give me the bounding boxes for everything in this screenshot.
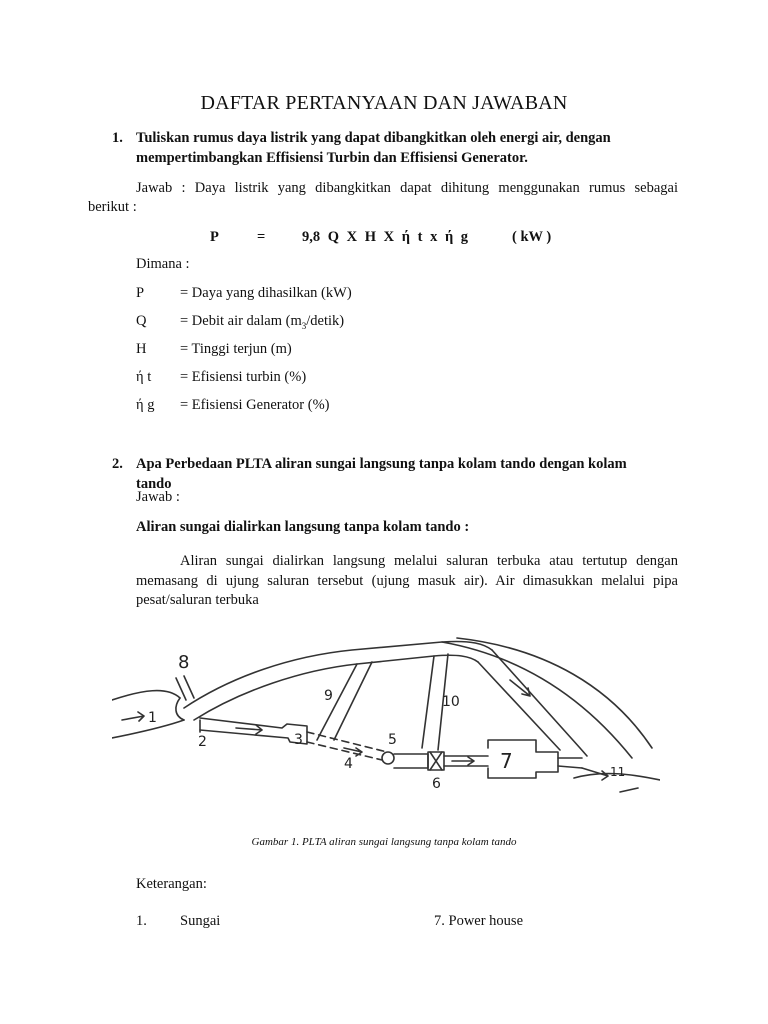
def-text-q (180, 313, 344, 331)
def-symbol-eta-t: ή t (136, 369, 152, 385)
def-text-q-tail: /detik) (306, 313, 345, 329)
def-text-q-main: = Debit air dalam (m (180, 313, 302, 329)
formula-p: P (210, 229, 219, 245)
def-symbol-eta-g: ή g (136, 397, 155, 413)
lower-river-stroke (620, 788, 638, 792)
powerhouse-outline (488, 740, 558, 778)
def-text-h: = Tinggi terjun (m) (180, 341, 292, 357)
figure-label-9: 9 (324, 688, 333, 704)
far-right-river-bank-outer (457, 638, 652, 748)
figure-label-4: 4 (344, 756, 353, 772)
answer-2-label: Jawab : (136, 489, 180, 505)
keterangan-row-1-right: 7. Power house (434, 913, 524, 929)
answer-2-paragraph-line-2: memasang di ujung saluran tersebut (ujung masuk air). Air dimasukkan melalui pipa (136, 573, 678, 589)
answer-2-paragraph-line-1: Aliran sungai dialirkan langsung melalui saluran terbuka atau tertutup dengan (180, 553, 678, 569)
headrace-channel (200, 718, 307, 744)
figure-label-5: 5 (388, 732, 397, 748)
question-1-line-2: mempertimbangkan Effisiensi Turbin dan Effisiensi Generator. (136, 150, 528, 166)
question-1-number: 1. (112, 130, 123, 146)
def-symbol-p: P (136, 285, 145, 301)
road-10-line-1 (422, 656, 434, 748)
figure-label-11: 11 (610, 765, 626, 779)
tailrace-outlet (558, 758, 582, 768)
dimana-label: Dimana : (136, 256, 190, 272)
figure-label-2: 2 (198, 734, 207, 750)
upper-road-line-2 (194, 655, 478, 720)
road-9-line-2 (334, 662, 372, 740)
flow-arrow-left (122, 712, 144, 721)
figure-caption: Gambar 1. PLTA aliran sungai langsung tanpa kolam tando (251, 836, 517, 848)
plta-schematic-drawing (112, 628, 660, 810)
def-symbol-q: Q (136, 313, 147, 329)
formula-unit: ( kW ) (512, 229, 552, 245)
formula-equals: = (257, 229, 266, 245)
flow-arrow-channel (236, 725, 262, 734)
answer-1-line-2: berikut : (88, 199, 137, 215)
figure-label-1: 1 (148, 710, 157, 726)
def-symbol-h: H (136, 341, 147, 357)
tailrace-lower-channel (394, 754, 428, 768)
question-2-line-1: Apa Perbedaan PLTA aliran sungai langsung tanpa kolam tando dengan kolam (136, 456, 627, 472)
answer-1-line-1: Jawab : Daya listrik yang dibangkitkan dapat dihitung menggunakan rumus sebagai (136, 180, 678, 196)
valve-6-cross (430, 752, 442, 770)
formula-expression: 9,8 Q X H X ή t x ή g (302, 229, 469, 245)
def-text-q-sub: 3 (301, 320, 307, 331)
figure-label-7: 7 (500, 749, 513, 773)
river-bank-upper-left (112, 691, 180, 700)
answer-2-paragraph-line-3: pesat/saluran terbuka (136, 592, 259, 608)
keterangan-row-1-left: Sungai (180, 913, 221, 929)
plta-schematic-figure (112, 628, 660, 810)
answer-2-subheading: Aliran sungai dialirkan langsung tanpa kolam tando : (136, 519, 470, 535)
figure-label-3: 3 (294, 732, 303, 748)
right-road-line-2 (478, 662, 560, 750)
intake-weir (176, 698, 184, 720)
def-text-eta-g: = Efisiensi Generator (%) (180, 397, 330, 413)
def-text-eta-t: = Efisiensi turbin (%) (180, 369, 307, 385)
flow-arrow-pipe (452, 757, 474, 765)
question-1-text (136, 128, 696, 168)
question-1-line-1: Tuliskan rumus daya listrik yang dapat dibangkitkan oleh energi air, dengan (136, 130, 611, 146)
road-9-line-1 (317, 664, 357, 740)
def-text-p: = Daya yang dihasilkan (kW) (180, 285, 352, 301)
keterangan-row-1-number: 1. (136, 913, 147, 929)
keterangan-heading: Keterangan: (136, 876, 207, 892)
page-title: DAFTAR PERTANYAAN DAN JAWABAN (200, 92, 568, 114)
figure-label-8: 8 (178, 652, 190, 673)
question-2-number: 2. (112, 456, 123, 472)
figure-label-6: 6 (432, 776, 441, 792)
question-2-line-2: tando (136, 476, 172, 492)
figure-label-10: 10 (442, 694, 460, 710)
surge-tank-circle (382, 752, 394, 764)
question-2-text (136, 454, 696, 494)
